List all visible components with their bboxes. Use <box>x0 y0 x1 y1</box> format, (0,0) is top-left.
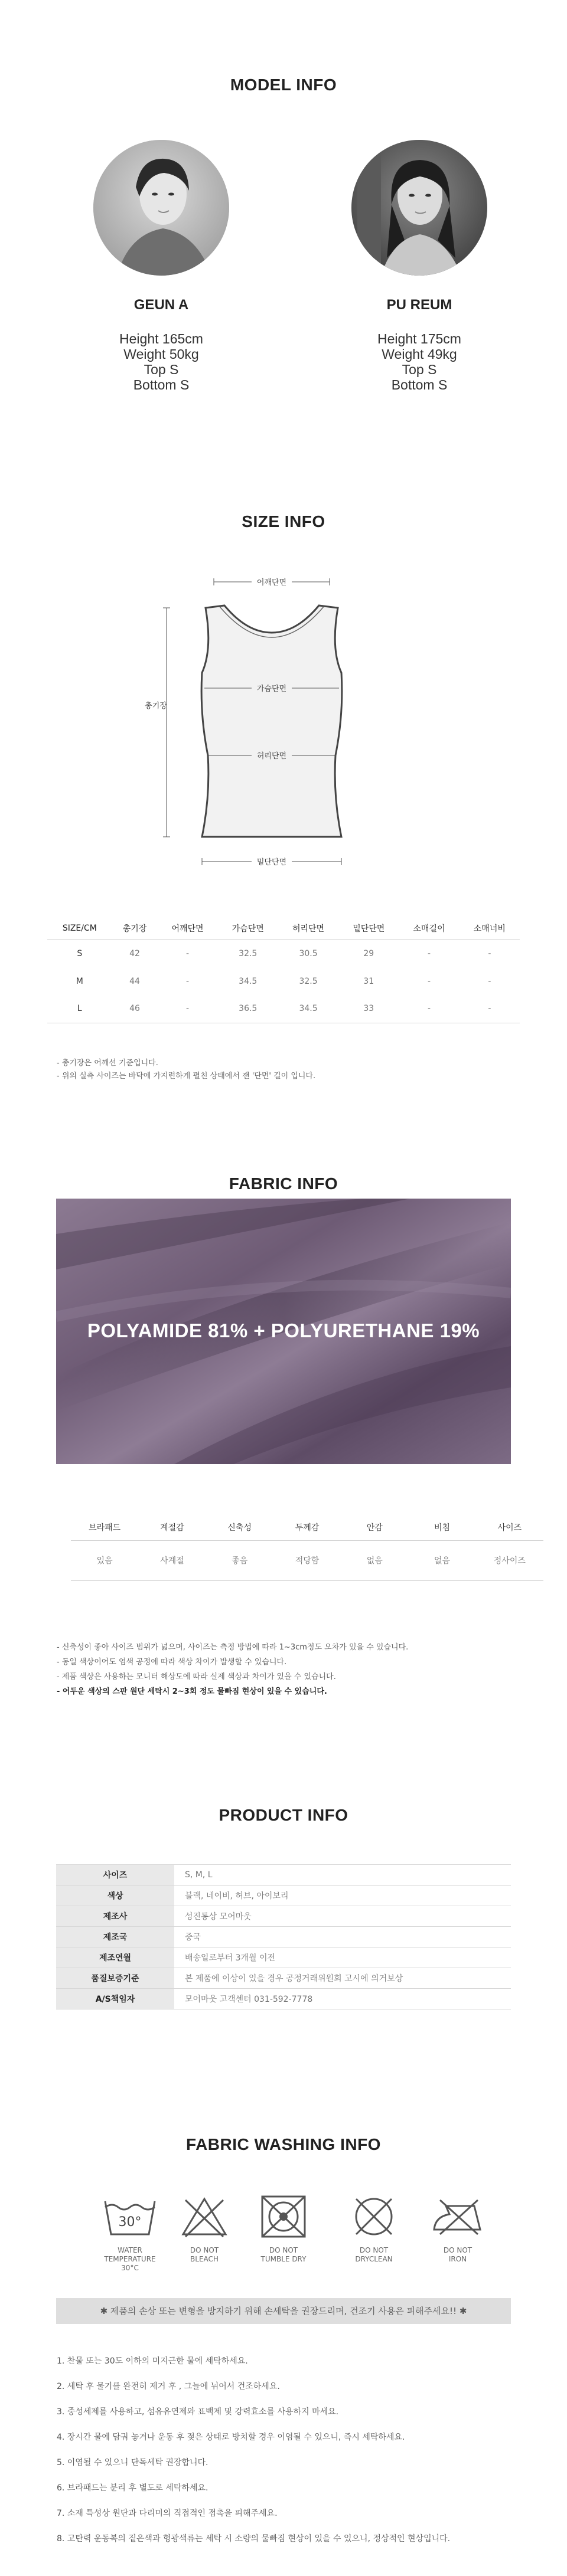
table-cell: - <box>157 995 217 1023</box>
washing-instruction: 6. 브라패드는 분리 후 별도로 세탁하세요. <box>57 2483 208 2493</box>
attribute-value-row <box>71 1540 543 1580</box>
icon-label: IRON <box>448 2255 467 2263</box>
header-cell: 계절감 <box>138 1514 206 1540</box>
model-height: Height 165cm <box>119 331 203 346</box>
table-row <box>47 940 520 967</box>
model-height: Height 175cm <box>377 331 461 346</box>
water-temperature-icon <box>94 2193 165 2273</box>
model-stats <box>331 331 508 392</box>
table-cell: 32.5 <box>299 976 318 986</box>
table-cell: 30.5 <box>299 948 318 958</box>
attribute-header-row <box>71 1514 543 1540</box>
icon-label: DO NOT <box>190 2246 219 2254</box>
table-cell: - <box>185 976 190 986</box>
waist-label: 허리단면 <box>256 752 287 761</box>
product-info-table <box>56 1864 511 2009</box>
washing-instruction: 5. 이염될 수 있으니 단독세탁 권장합니다. <box>57 2458 208 2467</box>
header-cell: 총기장 <box>112 917 158 940</box>
table-cell: L <box>47 995 112 1023</box>
model-card-pu-reum <box>331 140 508 392</box>
header-cell: 허리단면 <box>278 917 338 940</box>
table-cell: 29 <box>363 948 374 958</box>
table-cell: 33 <box>338 995 399 1023</box>
header-cell: 비침 <box>408 1514 475 1540</box>
table-row <box>56 1989 511 2009</box>
table-row <box>47 995 520 1023</box>
row-value: 본 제품에 이상이 있을 경우 공정거래위원회 고시에 의거보상 <box>174 1968 511 1989</box>
table-cell: 32.5 <box>239 948 258 958</box>
do-not-iron-icon <box>422 2193 493 2264</box>
fabric-composition: POLYAMIDE 81% + POLYURETHANE 19% <box>87 1320 480 1341</box>
row-key: 제조연월 <box>56 1947 174 1968</box>
model-weight: Weight 49kg <box>382 346 457 362</box>
size-table <box>47 917 520 1023</box>
temperature-value: 30° <box>118 2215 142 2230</box>
table-cell: - <box>488 948 491 958</box>
table-cell: 46 <box>112 995 158 1023</box>
table-cell: - <box>460 995 520 1023</box>
table-row <box>56 1947 511 1968</box>
fabric-note: - 신축성이 좋아 사이즈 범위가 넓으며, 사이즈는 측정 방법에 따라 1~3cm정도 오차가 있을 수 있습니다. <box>57 1643 409 1652</box>
do-not-dryclean-icon <box>338 2193 409 2264</box>
row-key: A/S책임자 <box>56 1989 174 2009</box>
table-row <box>56 1968 511 1989</box>
model-top-size: Top S <box>144 362 179 377</box>
row-key: 색상 <box>56 1886 174 1906</box>
model-weight: Weight 50kg <box>123 346 199 362</box>
table-cell: - <box>488 976 491 986</box>
table-row <box>47 967 520 995</box>
row-value: S, M, L <box>174 1865 511 1886</box>
table-cell: 적당함 <box>273 1540 341 1580</box>
fabric-note: - 동일 색상이어도 염색 공정에 따라 색상 차이가 발생할 수 있습니다. <box>57 1658 287 1667</box>
icon-label: TUMBLE DRY <box>260 2255 307 2263</box>
size-diagram <box>136 561 431 879</box>
model-card-geun-a <box>73 140 250 392</box>
icon-label: DO NOT <box>269 2246 298 2254</box>
washing-info-title: FABRIC WASHING INFO <box>186 2135 381 2153</box>
table-cell: 없음 <box>341 1540 408 1580</box>
table-row <box>56 1886 511 1906</box>
fabric-info-title: FABRIC INFO <box>229 1174 338 1193</box>
do-not-bleach-icon <box>169 2193 240 2264</box>
chest-label: 가슴단면 <box>256 685 287 693</box>
row-value: 중국 <box>174 1927 511 1947</box>
model-photo <box>93 140 229 276</box>
row-value: 블랙, 네이비, 허브, 아이보리 <box>174 1886 511 1906</box>
model-name: PU REUM <box>386 297 452 313</box>
table-cell: M <box>76 976 83 986</box>
row-value: 배송일로부터 3개월 이전 <box>174 1947 511 1968</box>
table-cell: S <box>77 948 83 958</box>
table-cell: - <box>399 995 459 1023</box>
product-info-title: PRODUCT INFO <box>219 1806 348 1824</box>
icon-label: BLEACH <box>190 2255 219 2263</box>
header-cell: 안감 <box>341 1514 408 1540</box>
size-note: - 총기장은 어깨선 기준입니다. <box>57 1059 158 1068</box>
row-key: 품질보증기준 <box>56 1968 174 1989</box>
table-row <box>56 1927 511 1947</box>
row-key: 제조국 <box>56 1927 174 1947</box>
header-cell: 어깨단면 <box>157 917 217 940</box>
table-cell: 34.5 <box>278 995 338 1023</box>
row-key: 제조사 <box>56 1906 174 1927</box>
do-not-tumble-dry-icon <box>248 2193 319 2264</box>
table-cell: 34.5 <box>239 976 258 986</box>
model-bottom-size: Bottom S <box>133 377 190 392</box>
hem-label: 밑단단면 <box>256 858 287 867</box>
table-row <box>56 1865 511 1886</box>
fabric-photo <box>56 1199 511 1464</box>
model-info-title: MODEL INFO <box>230 76 337 94</box>
table-cell: 36.5 <box>218 995 278 1023</box>
fabric-bold-note: - 어두운 색상의 스판 원단 세탁시 2~3회 정도 물빠짐 현상이 있을 수 있습니다. <box>57 1687 327 1696</box>
table-cell: 정사이즈 <box>476 1540 543 1580</box>
table-cell: 44 <box>129 976 140 986</box>
icon-label: TEMPERATURE 30°C <box>104 2255 156 2272</box>
table-cell: 사계절 <box>138 1540 206 1580</box>
washing-instruction: 1. 찬물 또는 30도 이하의 미지근한 물에 세탁하세요. <box>57 2356 248 2366</box>
table-row <box>56 1906 511 1927</box>
header-cell: 소매너비 <box>460 917 520 940</box>
washing-instruction: 7. 소재 특성상 원단과 다리미의 직접적인 접촉을 피해주세요. <box>57 2509 278 2518</box>
table-cell: - <box>428 948 431 958</box>
model-photo <box>351 140 487 276</box>
size-table-header <box>47 917 520 940</box>
model-name: GEUN A <box>133 297 189 313</box>
washing-instruction: 3. 중성세제를 사용하고, 섬유유연제와 표백제 및 강력효소를 사용하지 마세요. <box>57 2407 339 2417</box>
washing-instruction: 8. 고탄력 운동복의 짙은색과 형광색류는 세탁 시 소량의 물빠짐 현상이 있을 수 있으니, 정상적인 현상입니다. <box>57 2534 451 2544</box>
icon-label: WATER <box>118 2246 142 2254</box>
fabric-note: - 제품 색상은 사용하는 모니터 해상도에 따라 실제 색상과 차이가 있을 수 있습니다. <box>57 1672 336 1681</box>
size-note: - 위의 실측 사이즈는 바닥에 가지런하게 펼친 상태에서 잰 '단면' 길이 입니다. <box>57 1072 316 1081</box>
row-key: 사이즈 <box>56 1865 174 1886</box>
header-cell: 두께감 <box>273 1514 341 1540</box>
washing-instruction: 4. 장시간 물에 담궈 놓거나 운동 후 젖은 상태로 방치할 경우 이염될 수 있으니, 즉시 세탁하세요. <box>57 2433 405 2442</box>
icon-label: DO NOT <box>359 2246 389 2254</box>
header-cell: 밑단단면 <box>338 917 399 940</box>
washing-warning-banner: ✱ 제품의 손상 또는 변형을 방지하기 위해 손세탁을 권장드리며, 건조기 사용은 피해주세요!! ✱ <box>56 2298 511 2324</box>
header-cell: 가슴단면 <box>218 917 278 940</box>
icon-label: DRYCLEAN <box>355 2255 393 2263</box>
tank-top-outline <box>201 605 342 837</box>
table-cell: 있음 <box>71 1540 138 1580</box>
header-cell: 소매길이 <box>399 917 459 940</box>
size-info-title: SIZE INFO <box>242 512 325 531</box>
header-cell: SIZE/CM <box>47 917 112 940</box>
washing-instruction: 2. 세탁 후 물기를 완전히 제거 후 , 그늘에 뉘어서 건조하세요. <box>57 2382 280 2391</box>
table-cell: 없음 <box>408 1540 475 1580</box>
table-cell: - <box>428 976 431 986</box>
header-cell: 브라패드 <box>71 1514 138 1540</box>
table-cell: 좋음 <box>206 1540 273 1580</box>
row-value: 모어마웃 고객센터 031-592-7778 <box>174 1989 511 2009</box>
row-value: 성진통상 모어마웃 <box>174 1906 511 1927</box>
table-cell: 42 <box>129 948 140 958</box>
model-top-size: Top S <box>402 362 437 377</box>
header-cell: 사이즈 <box>476 1514 543 1540</box>
fabric-attribute-table <box>71 1514 543 1581</box>
model-bottom-size: Bottom S <box>391 377 448 392</box>
icon-label: DO NOT <box>443 2246 472 2254</box>
model-stats <box>73 331 250 392</box>
total-length-label: 총기장 <box>145 702 167 711</box>
shoulder-label: 어깨단면 <box>256 578 287 587</box>
table-cell: - <box>185 948 190 958</box>
header-cell: 신축성 <box>206 1514 273 1540</box>
table-cell: 31 <box>363 976 374 986</box>
